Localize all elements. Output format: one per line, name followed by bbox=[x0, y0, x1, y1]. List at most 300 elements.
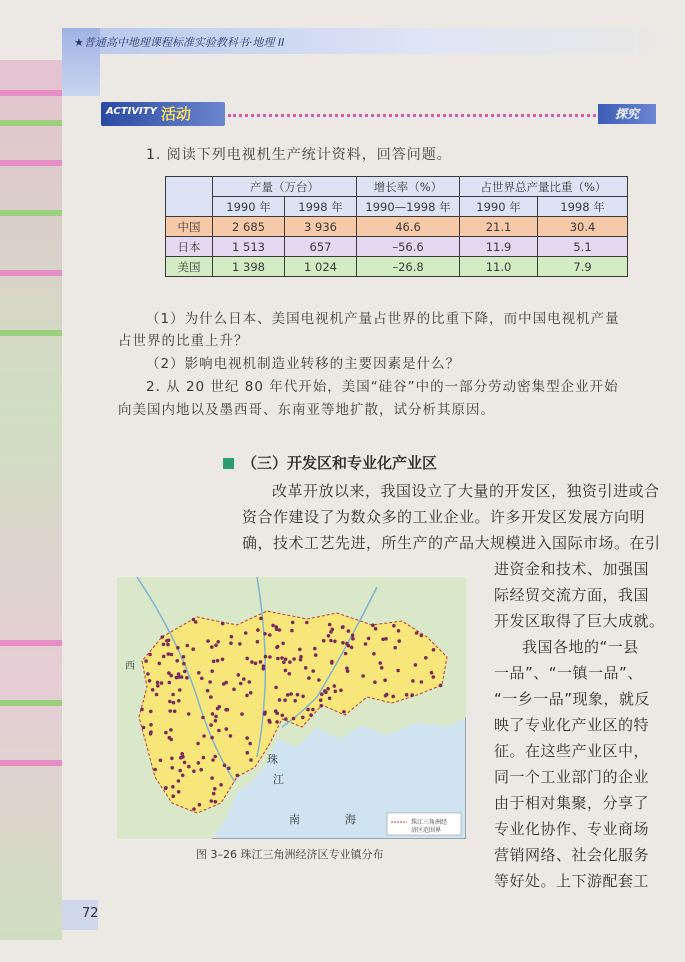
town-dot bbox=[289, 692, 293, 696]
table-cell: 11.0 bbox=[460, 257, 538, 277]
town-dot bbox=[396, 669, 400, 673]
town-dot bbox=[328, 623, 332, 627]
map-label-zhu: 珠 bbox=[267, 753, 278, 766]
activity-label-en: ACTIVITY bbox=[106, 106, 157, 117]
town-dot bbox=[227, 767, 231, 771]
town-dot bbox=[326, 687, 330, 691]
table-subheader-row bbox=[166, 197, 628, 217]
town-dot bbox=[347, 629, 351, 633]
town-dot bbox=[329, 630, 333, 634]
town-dot bbox=[319, 704, 323, 708]
town-dot bbox=[162, 643, 166, 647]
town-dot bbox=[275, 627, 279, 631]
town-dot bbox=[214, 800, 218, 804]
town-dot bbox=[245, 657, 249, 661]
town-dot bbox=[187, 765, 191, 769]
town-dot bbox=[304, 666, 308, 670]
town-dot bbox=[320, 692, 324, 696]
town-dot bbox=[245, 736, 249, 740]
town-dot bbox=[224, 708, 228, 712]
map-label-nan: 南 bbox=[289, 813, 300, 826]
town-dot bbox=[148, 679, 152, 683]
town-dot bbox=[239, 682, 243, 686]
town-dot bbox=[213, 755, 217, 759]
town-dot bbox=[439, 684, 443, 688]
table-header-row bbox=[166, 177, 628, 197]
activity-label-cn: 活动 bbox=[161, 105, 192, 123]
town-dot bbox=[393, 646, 397, 650]
town-dot bbox=[314, 653, 318, 657]
body-line: 我国各地的“一县 bbox=[522, 638, 639, 656]
town-dot bbox=[176, 646, 180, 650]
town-dot bbox=[153, 768, 157, 772]
body-line: 征。在这些产业区中， bbox=[494, 742, 650, 760]
town-dot bbox=[212, 660, 216, 664]
town-dot bbox=[168, 709, 172, 713]
town-dot bbox=[178, 769, 182, 773]
town-dot bbox=[333, 640, 337, 644]
table-group-header: 占世界总产量比重（%） bbox=[460, 177, 628, 197]
town-dot bbox=[405, 693, 409, 697]
town-dot bbox=[256, 640, 260, 644]
edge-stripe bbox=[0, 760, 62, 766]
town-dot bbox=[212, 792, 216, 796]
town-dot bbox=[161, 635, 165, 639]
town-dot bbox=[306, 708, 310, 712]
town-dot bbox=[380, 666, 384, 670]
town-dot bbox=[415, 631, 419, 635]
sub-question-1-cont: 占世界的比重上升？ bbox=[118, 333, 249, 349]
town-dot bbox=[213, 787, 217, 791]
town-dot bbox=[373, 680, 377, 684]
section-title: （三）开发区和专业化产业区 bbox=[242, 454, 438, 472]
town-dot bbox=[248, 742, 252, 746]
town-dot bbox=[142, 726, 146, 730]
town-dot bbox=[292, 717, 296, 721]
table-sub-header: 1998 年 bbox=[538, 197, 628, 217]
table-corner-cell bbox=[166, 177, 213, 217]
town-dot bbox=[280, 656, 284, 660]
town-dot bbox=[322, 639, 326, 643]
town-dot bbox=[268, 633, 272, 637]
town-dot bbox=[259, 660, 263, 664]
body-line: 进资金和技术、加强国 bbox=[494, 560, 650, 578]
town-dot bbox=[249, 691, 253, 695]
question-2-cont: 向美国内地以及墨西哥、东南亚等地扩散，试分析其原因。 bbox=[118, 402, 495, 418]
town-dot bbox=[177, 699, 181, 703]
town-dot bbox=[216, 659, 220, 663]
town-dot bbox=[333, 684, 337, 688]
town-dot bbox=[144, 659, 148, 663]
town-dot bbox=[361, 674, 365, 678]
body-line: 映了专业化产业区的特 bbox=[494, 716, 650, 734]
town-dot bbox=[344, 652, 348, 656]
town-dot bbox=[186, 644, 190, 648]
body-line: 一品”、“一镇一品”、 bbox=[494, 664, 643, 682]
town-dot bbox=[341, 625, 345, 629]
town-dot bbox=[164, 786, 168, 790]
town-dot bbox=[246, 751, 250, 755]
body-line: 改革开放以来，我国设立了大量的开发区，独资引进或合 bbox=[272, 482, 660, 500]
town-dot bbox=[391, 695, 395, 699]
town-dot bbox=[177, 779, 181, 783]
town-dot bbox=[284, 717, 288, 721]
table-cell: 11.9 bbox=[460, 237, 538, 257]
town-dot bbox=[372, 652, 376, 656]
town-dot bbox=[341, 641, 345, 645]
town-dot bbox=[330, 661, 334, 665]
town-dot bbox=[149, 710, 153, 714]
town-dot bbox=[223, 764, 227, 768]
town-dot bbox=[178, 688, 182, 692]
town-dot bbox=[159, 759, 163, 763]
town-dot bbox=[146, 672, 150, 676]
edge-stripe bbox=[0, 330, 62, 336]
table-cell: 21.1 bbox=[460, 217, 538, 237]
table-cell: 7.9 bbox=[538, 257, 628, 277]
table-cell: –56.6 bbox=[357, 237, 460, 257]
town-dot bbox=[397, 639, 401, 643]
edge-stripe bbox=[0, 160, 62, 166]
body-line: 专业化协作、专业商场 bbox=[494, 820, 650, 838]
town-dot bbox=[290, 629, 294, 633]
town-dot bbox=[311, 708, 315, 712]
town-dot bbox=[180, 752, 184, 756]
town-dot bbox=[173, 710, 177, 714]
town-dot bbox=[281, 714, 285, 718]
town-dot bbox=[384, 637, 388, 641]
table-row-label: 美国 bbox=[166, 257, 213, 277]
town-dot bbox=[275, 646, 279, 650]
table-cell: 657 bbox=[285, 237, 357, 257]
table-row bbox=[166, 217, 628, 237]
town-dot bbox=[196, 742, 200, 746]
table-cell: 1 398 bbox=[213, 257, 285, 277]
town-dot bbox=[259, 617, 263, 621]
town-dot bbox=[200, 677, 204, 681]
town-dot bbox=[263, 632, 267, 636]
town-dot bbox=[171, 794, 175, 798]
town-dot bbox=[411, 679, 415, 683]
town-dot bbox=[245, 694, 249, 698]
town-dot bbox=[192, 807, 196, 811]
town-dot bbox=[210, 669, 214, 673]
town-dot bbox=[271, 624, 275, 628]
town-dot bbox=[182, 662, 186, 666]
question-2: 2. 从 20 世纪 80 年代开始，美国“硅谷”中的一部分劳动密集型企业开始 bbox=[146, 379, 619, 395]
town-dot bbox=[347, 644, 351, 648]
town-dot bbox=[206, 689, 210, 693]
town-dot bbox=[384, 694, 388, 698]
table-sub-header: 1990 年 bbox=[213, 197, 285, 217]
town-dot bbox=[165, 639, 169, 643]
town-dot bbox=[168, 700, 172, 704]
town-dot bbox=[284, 669, 288, 673]
body-line: 等好处。上下游配套工 bbox=[494, 872, 650, 890]
table-cell: 3 936 bbox=[285, 217, 357, 237]
page-number: 72 bbox=[82, 906, 99, 921]
town-dot bbox=[199, 768, 203, 772]
edge-stripe bbox=[0, 120, 62, 126]
town-dot bbox=[293, 699, 297, 703]
town-dot bbox=[323, 689, 327, 693]
edge-stripe bbox=[0, 700, 62, 706]
town-dot bbox=[237, 673, 241, 677]
town-dot bbox=[298, 648, 302, 652]
town-dot bbox=[351, 634, 355, 638]
town-dot bbox=[236, 774, 240, 778]
question-1: 1. 阅读下列电视机生产统计资料，回答问题。 bbox=[146, 147, 452, 163]
town-dot bbox=[244, 631, 248, 635]
town-dot bbox=[221, 622, 225, 626]
town-dot bbox=[160, 681, 164, 685]
town-dot bbox=[156, 684, 160, 688]
town-dot bbox=[346, 669, 350, 673]
legend-text: 珠江三角洲经 bbox=[411, 819, 448, 826]
town-dot bbox=[432, 675, 436, 679]
town-dot bbox=[197, 761, 201, 765]
town-dot bbox=[238, 642, 242, 646]
town-dot bbox=[214, 715, 218, 719]
town-dot bbox=[311, 669, 315, 673]
body-line: 开发区取得了巨大成就。 bbox=[494, 612, 665, 630]
town-dot bbox=[292, 657, 296, 661]
town-dot bbox=[345, 666, 349, 670]
table-sub-header: 1990—1998 年 bbox=[357, 197, 460, 217]
edge-stripe bbox=[0, 210, 62, 216]
town-dot bbox=[264, 655, 268, 659]
town-dot bbox=[209, 695, 213, 699]
town-dot bbox=[288, 660, 292, 664]
dotted-divider bbox=[228, 114, 596, 117]
town-dot bbox=[328, 697, 332, 701]
map-label-jiang: 江 bbox=[273, 773, 284, 786]
sub-question-2: （2）影响电视机制造业转移的主要因素是什么？ bbox=[146, 356, 461, 372]
tv-production-table bbox=[165, 176, 628, 277]
town-dot bbox=[217, 729, 221, 733]
town-dot bbox=[168, 681, 172, 685]
table-sub-header: 1998 年 bbox=[285, 197, 357, 217]
edge-stripe bbox=[0, 90, 62, 96]
town-dot bbox=[276, 657, 280, 661]
town-dot bbox=[166, 643, 170, 647]
town-dot bbox=[219, 783, 223, 787]
town-dot bbox=[232, 688, 236, 692]
town-dot bbox=[175, 659, 179, 663]
town-dot bbox=[214, 719, 218, 723]
map-label-xi: 西 bbox=[125, 661, 135, 672]
table-cell: 1 513 bbox=[213, 237, 285, 257]
town-dot bbox=[383, 678, 387, 682]
town-dot bbox=[392, 624, 396, 628]
town-dot bbox=[216, 640, 220, 644]
table-sub-header: 1990 年 bbox=[460, 197, 538, 217]
table-cell: 30.4 bbox=[538, 217, 628, 237]
town-dot bbox=[278, 698, 282, 702]
table-row-label: 中国 bbox=[166, 217, 213, 237]
town-dot bbox=[367, 637, 371, 641]
town-dot bbox=[305, 621, 309, 625]
table-cell: 46.6 bbox=[357, 217, 460, 237]
town-dot bbox=[211, 712, 215, 716]
town-dot bbox=[151, 688, 155, 692]
town-dot bbox=[216, 707, 220, 711]
town-dot bbox=[183, 670, 187, 674]
town-dot bbox=[275, 720, 279, 724]
town-dot bbox=[182, 655, 186, 659]
section-marker-icon bbox=[223, 458, 234, 469]
town-dot bbox=[170, 757, 174, 761]
town-dot bbox=[169, 674, 173, 678]
body-line: 营销网络、社会化服务 bbox=[494, 846, 650, 864]
town-dot bbox=[155, 693, 159, 697]
town-dot bbox=[170, 766, 174, 770]
town-dot bbox=[242, 677, 246, 681]
town-dot bbox=[156, 681, 160, 685]
series-title: ★普通高中地理课程标准实验教科书·地理 II bbox=[74, 36, 285, 49]
town-dot bbox=[319, 698, 323, 702]
town-dot bbox=[309, 713, 313, 717]
town-dot bbox=[172, 701, 176, 705]
town-dot bbox=[268, 655, 272, 659]
town-dot bbox=[286, 693, 290, 697]
town-dot bbox=[171, 785, 175, 789]
town-dot bbox=[158, 662, 162, 666]
town-dot bbox=[148, 653, 152, 657]
town-dot bbox=[307, 676, 311, 680]
town-dot bbox=[301, 695, 305, 699]
legend-text: 济区范围界 bbox=[411, 827, 442, 834]
town-dot bbox=[299, 658, 303, 662]
town-dot bbox=[263, 711, 267, 715]
town-dot bbox=[248, 680, 252, 684]
town-dot bbox=[177, 672, 181, 676]
town-dot bbox=[197, 671, 201, 675]
town-dot bbox=[211, 758, 215, 762]
town-dot bbox=[214, 644, 218, 648]
town-dot bbox=[140, 708, 144, 712]
town-dot bbox=[229, 734, 233, 738]
town-dot bbox=[208, 680, 212, 684]
town-dot bbox=[183, 761, 187, 765]
town-dot bbox=[149, 732, 153, 736]
town-dot bbox=[175, 676, 179, 680]
table-cell: 1 024 bbox=[285, 257, 357, 277]
town-dot bbox=[424, 656, 428, 660]
town-dot bbox=[256, 628, 260, 632]
town-dot bbox=[209, 723, 213, 727]
town-dot bbox=[221, 658, 225, 662]
table-row bbox=[166, 257, 628, 277]
table-cell: –26.8 bbox=[357, 257, 460, 277]
sub-question-1: （1）为什么日本、美国电视机产量占世界的比重下降，而中国电视机产量 bbox=[146, 311, 620, 327]
pearl-river-delta-map bbox=[117, 577, 466, 839]
town-dot bbox=[267, 719, 271, 723]
town-dot bbox=[334, 690, 338, 694]
town-dot bbox=[414, 663, 418, 667]
town-dot bbox=[274, 686, 278, 690]
body-line: 际经贸交流方面，我国 bbox=[494, 586, 650, 604]
map-label-hai: 海 bbox=[345, 813, 356, 826]
edge-stripe bbox=[0, 640, 62, 646]
town-dot bbox=[364, 642, 368, 646]
town-dot bbox=[250, 660, 254, 664]
town-dot bbox=[410, 693, 414, 697]
town-dot bbox=[313, 647, 317, 651]
town-dot bbox=[230, 635, 234, 639]
town-dot bbox=[185, 676, 189, 680]
town-dot bbox=[149, 723, 153, 727]
town-dot bbox=[350, 646, 354, 650]
body-line: 资合作建设了为数众多的工业企业。许多开发区发展方向明 bbox=[242, 508, 646, 526]
town-dot bbox=[339, 689, 343, 693]
town-dot bbox=[201, 716, 205, 720]
town-dot bbox=[171, 693, 175, 697]
body-line: 由于相对集聚，分享了 bbox=[494, 794, 650, 812]
town-dot bbox=[281, 642, 285, 646]
town-dot bbox=[371, 624, 375, 628]
town-dot bbox=[420, 634, 424, 638]
town-dot bbox=[284, 657, 288, 661]
town-dot bbox=[202, 756, 206, 760]
town-dot bbox=[210, 736, 214, 740]
town-dot bbox=[167, 652, 171, 656]
town-dot bbox=[164, 731, 168, 735]
town-dot bbox=[191, 647, 195, 651]
town-dot bbox=[379, 661, 383, 665]
town-dot bbox=[317, 678, 321, 682]
edge-stripe bbox=[0, 270, 62, 276]
town-dot bbox=[198, 803, 202, 807]
town-dot bbox=[329, 639, 333, 643]
table-cell: 5.1 bbox=[538, 237, 628, 257]
table-group-header: 产量（万台） bbox=[213, 177, 357, 197]
town-dot bbox=[397, 629, 401, 633]
town-dot bbox=[291, 621, 295, 625]
town-dot bbox=[210, 799, 214, 803]
town-dot bbox=[283, 698, 287, 702]
town-dot bbox=[170, 653, 174, 657]
town-dot bbox=[420, 680, 424, 684]
town-dot bbox=[192, 618, 196, 622]
town-dot bbox=[249, 758, 253, 762]
town-dot bbox=[240, 712, 244, 716]
town-dot bbox=[210, 645, 214, 649]
town-dot bbox=[210, 776, 214, 780]
town-dot bbox=[206, 639, 210, 643]
figure-caption: 图 3–26 珠江三角洲经济区专业镇分布 bbox=[196, 848, 384, 861]
town-dot bbox=[351, 637, 355, 641]
table-row-label: 日本 bbox=[166, 237, 213, 257]
town-dot bbox=[282, 661, 286, 665]
town-dot bbox=[296, 693, 300, 697]
town-dot bbox=[181, 755, 185, 759]
town-dot bbox=[430, 671, 434, 675]
town-dot bbox=[202, 734, 206, 738]
town-dot bbox=[192, 769, 196, 773]
body-line: 同一个工业部门的企业 bbox=[494, 768, 650, 786]
left-edge-decoration bbox=[0, 60, 62, 940]
town-dot bbox=[169, 728, 173, 732]
body-line: “一乡一品”现象，就反 bbox=[494, 690, 651, 708]
town-dot bbox=[327, 634, 331, 638]
table-row bbox=[166, 237, 628, 257]
town-dot bbox=[180, 675, 184, 679]
town-dot bbox=[342, 710, 346, 714]
explore-tag: 探究 bbox=[598, 104, 656, 124]
town-dot bbox=[299, 655, 303, 659]
town-dot bbox=[254, 662, 258, 666]
